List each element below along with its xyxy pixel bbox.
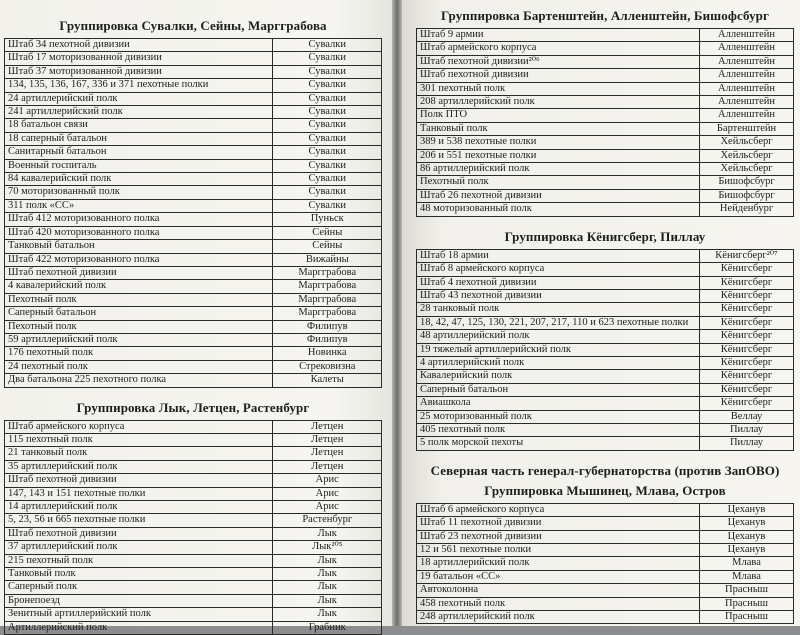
table-row	[5, 554, 382, 567]
table-row	[5, 186, 382, 199]
table-row	[5, 527, 382, 540]
location-cell: Бишофсбург	[700, 189, 794, 202]
location-cell: Маргграбова	[273, 307, 382, 320]
location-cell: Кёнигсберг	[700, 316, 794, 329]
unit-cell: Штаб 6 армейского корпуса	[417, 503, 700, 516]
units-table	[416, 249, 794, 451]
table-row	[417, 109, 794, 122]
table-row	[5, 146, 382, 159]
unit-cell: Штаб 37 моторизованной дивизии	[5, 65, 273, 78]
unit-cell: 311 полк «СС»	[5, 199, 273, 212]
location-cell: Стрековизна	[273, 360, 382, 373]
table-row	[5, 333, 382, 346]
location-cell: Кёнигсберг	[700, 397, 794, 410]
table-row	[5, 487, 382, 500]
unit-cell: 48 моторизованный полк	[417, 203, 700, 216]
unit-cell: Кавалерийский полк	[417, 370, 700, 383]
unit-cell: 215 пехотный полк	[5, 554, 273, 567]
unit-cell: 301 пехотный полк	[417, 82, 700, 95]
unit-cell: 59 артиллерийский полк	[5, 333, 273, 346]
unit-cell: Штаб 26 пехотной дивизии	[417, 189, 700, 202]
table-row	[417, 96, 794, 109]
table-row	[5, 514, 382, 527]
table-row	[5, 347, 382, 360]
unit-cell: Штаб 420 моторизованного полка	[5, 226, 273, 239]
unit-cell: 48 артиллерийский полк	[417, 330, 700, 343]
unit-cell: 19 тяжелый артиллерийский полк	[417, 343, 700, 356]
location-cell: Маргграбова	[273, 266, 382, 279]
location-cell: Млава	[700, 557, 794, 570]
units-table	[416, 28, 794, 217]
unit-cell: 84 кавалерийский полк	[5, 173, 273, 186]
location-cell: Лык	[273, 581, 382, 594]
unit-cell: Пехотный полк	[5, 320, 273, 333]
location-cell: Лык	[273, 568, 382, 581]
location-cell: Нейденбург	[700, 203, 794, 216]
table-row	[5, 39, 382, 52]
table-row	[5, 65, 382, 78]
table-row	[5, 199, 382, 212]
unit-cell: Штаб пехотной дивизии²⁰⁶	[417, 55, 700, 68]
table-row	[417, 517, 794, 530]
table-row	[417, 249, 794, 262]
unit-cell: Штаб пехотной дивизии	[417, 69, 700, 82]
unit-cell: Санитарный батальон	[5, 146, 273, 159]
location-cell: Цеханув	[700, 544, 794, 557]
units-table	[4, 420, 382, 635]
unit-cell: 5, 23, 56 и 665 пехотные полки	[5, 514, 273, 527]
unit-cell: 5 полк морской пехоты	[417, 437, 700, 450]
location-cell: Кёнигсберг	[700, 303, 794, 316]
table-row	[5, 106, 382, 119]
table-row	[417, 397, 794, 410]
table-row	[417, 203, 794, 216]
unit-cell: 147, 143 и 151 пехотные полки	[5, 487, 273, 500]
unit-cell: 4 артиллерийский полк	[417, 356, 700, 369]
location-cell: Сувалки	[273, 92, 382, 105]
book-gutter	[392, 0, 402, 626]
table-row	[417, 55, 794, 68]
unit-cell: Штаб 9 армии	[417, 29, 700, 42]
table-row	[5, 501, 382, 514]
location-cell: Сувалки	[273, 146, 382, 159]
location-cell: Сувалки	[273, 132, 382, 145]
table-row	[417, 570, 794, 583]
unit-cell: Штаб 43 пехотной дивизии	[417, 289, 700, 302]
unit-cell: 18 саперный батальон	[5, 132, 273, 145]
location-cell: Кёнигсберг	[700, 383, 794, 396]
table-row	[5, 159, 382, 172]
section-title: Группировка Кёнигсберг, Пиллау	[504, 228, 706, 244]
location-cell: Сувалки	[273, 79, 382, 92]
table-row	[5, 132, 382, 145]
table-row	[417, 611, 794, 624]
table-row	[5, 293, 382, 306]
unit-cell: 37 артиллерийский полк	[5, 541, 273, 554]
location-cell: Сейны	[273, 226, 382, 239]
unit-cell: 24 артиллерийский полк	[5, 92, 273, 105]
location-cell: Филипув	[273, 320, 382, 333]
unit-cell: 208 артиллерийский полк	[417, 96, 700, 109]
unit-cell: Военный госпиталь	[5, 159, 273, 172]
table-row	[417, 503, 794, 516]
location-cell: Сувалки	[273, 199, 382, 212]
location-cell: Лык	[273, 594, 382, 607]
table-row	[5, 433, 382, 446]
unit-cell: Артиллерийский полк	[5, 621, 273, 634]
table-row	[417, 343, 794, 356]
unit-cell: 389 и 538 пехотные полки	[417, 136, 700, 149]
location-cell: Цеханув	[700, 503, 794, 516]
unit-cell: 25 моторизованный полк	[417, 410, 700, 423]
location-cell: Кёнигсберг	[700, 289, 794, 302]
table-row	[5, 226, 382, 239]
location-cell: Кёнигсберг	[700, 343, 794, 356]
table-row	[5, 594, 382, 607]
left-page	[0, 0, 392, 633]
location-cell: Алленштейн	[700, 29, 794, 42]
table-row	[5, 568, 382, 581]
location-cell: Лык²⁰⁵	[273, 541, 382, 554]
location-cell: Прасныш	[700, 611, 794, 624]
unit-cell: Саперный батальон	[5, 307, 273, 320]
table-row	[417, 263, 794, 276]
table-row	[5, 374, 382, 387]
table-row	[417, 316, 794, 329]
section-title: Группировка Лык, Летцен, Растенбург	[76, 399, 310, 415]
table-row	[5, 621, 382, 634]
location-cell: Алленштейн	[700, 55, 794, 68]
unit-cell: Автоколонна	[417, 584, 700, 597]
table-row	[417, 189, 794, 202]
unit-cell: Пехотный полк	[5, 293, 273, 306]
unit-cell: 206 и 551 пехотные полки	[417, 149, 700, 162]
table-row	[5, 240, 382, 253]
location-cell: Сувалки	[273, 186, 382, 199]
unit-cell: Штаб армейского корпуса	[417, 42, 700, 55]
location-cell: Прасныш	[700, 584, 794, 597]
location-cell: Кёнигсберг	[700, 370, 794, 383]
location-cell: Цеханув	[700, 517, 794, 530]
table-row	[5, 420, 382, 433]
section-title: Группировка Сувалки, Сейны, Маргграбова	[59, 18, 327, 33]
unit-cell: Штаб 422 моторизованного полка	[5, 253, 273, 266]
location-cell: Алленштейн	[700, 69, 794, 82]
table-row	[417, 176, 794, 189]
right-page	[402, 0, 800, 626]
unit-cell: 28 танковый полк	[417, 303, 700, 316]
table-row	[417, 584, 794, 597]
unit-cell: 4 кавалерийский полк	[5, 280, 273, 293]
unit-cell: 458 пехотный полк	[417, 597, 700, 610]
table-row	[5, 447, 382, 460]
location-cell: Сувалки	[273, 65, 382, 78]
location-cell: Кёнигсберг	[700, 276, 794, 289]
table-row	[417, 163, 794, 176]
table-row	[417, 530, 794, 543]
table-row	[5, 79, 382, 92]
unit-cell: 134, 135, 136, 167, 336 и 371 пехотные полки	[5, 79, 273, 92]
unit-cell: Саперный полк	[5, 581, 273, 594]
table-row	[417, 597, 794, 610]
location-cell: Пиллау	[700, 423, 794, 436]
table-row	[5, 280, 382, 293]
unit-cell: Танковый полк	[417, 122, 700, 135]
location-cell: Лык	[273, 554, 382, 567]
table-row	[5, 92, 382, 105]
table-row	[417, 149, 794, 162]
location-cell: Вижайны	[273, 253, 382, 266]
location-cell: Арис	[273, 501, 382, 514]
table-row	[417, 136, 794, 149]
unit-cell: 35 артиллерийский полк	[5, 460, 273, 473]
unit-cell: Штаб пехотной дивизии	[5, 527, 273, 540]
table-row	[5, 474, 382, 487]
unit-cell: 241 артиллерийский полк	[5, 106, 273, 119]
location-cell: Лык	[273, 527, 382, 540]
unit-cell: Штаб армейского корпуса	[5, 420, 273, 433]
location-cell: Летцен	[273, 433, 382, 446]
location-cell: Алленштейн	[700, 109, 794, 122]
location-cell: Маргграбова	[273, 280, 382, 293]
location-cell: Летцен	[273, 460, 382, 473]
unit-cell: Штаб пехотной дивизии	[5, 266, 273, 279]
table-row	[417, 276, 794, 289]
section-subtitle: Группировка Мышинец, Млава, Остров	[484, 482, 726, 498]
unit-cell: Штаб пехотной дивизии	[5, 474, 273, 487]
location-cell: Веллау	[700, 410, 794, 423]
location-cell: Маргграбова	[273, 293, 382, 306]
units-table	[416, 503, 794, 625]
table-row	[417, 370, 794, 383]
location-cell: Сувалки	[273, 159, 382, 172]
unit-cell: 86 артиллерийский полк	[417, 163, 700, 176]
unit-cell: Штаб 23 пехотной дивизии	[417, 530, 700, 543]
location-cell: Прасныш	[700, 597, 794, 610]
location-cell: Хейльсберг	[700, 149, 794, 162]
unit-cell: Штаб 17 моторизованной дивизии	[5, 52, 273, 65]
table-row	[417, 557, 794, 570]
table-row	[417, 410, 794, 423]
location-cell: Бартенштейн	[700, 122, 794, 135]
table-row	[417, 544, 794, 557]
unit-cell: 115 пехотный полк	[5, 433, 273, 446]
table-row	[417, 42, 794, 55]
unit-cell: 19 батальон «СС»	[417, 570, 700, 583]
location-cell: Млава	[700, 570, 794, 583]
location-cell: Арис	[273, 474, 382, 487]
unit-cell: Штаб 34 пехотной дивизии	[5, 39, 273, 52]
table-row	[5, 213, 382, 226]
unit-cell: Зенитный артиллерийский полк	[5, 608, 273, 621]
table-row	[417, 303, 794, 316]
table-row	[5, 173, 382, 186]
section-title: Северная часть генерал-губернаторства (против ЗапОВО)	[430, 462, 780, 478]
table-row	[5, 320, 382, 333]
location-cell: Хейльсберг	[700, 136, 794, 149]
unit-cell: 12 и 561 пехотные полки	[417, 544, 700, 557]
unit-cell: Пехотный полк	[417, 176, 700, 189]
table-row	[417, 330, 794, 343]
unit-cell: 18 батальон связи	[5, 119, 273, 132]
location-cell: Арис	[273, 487, 382, 500]
location-cell: Бишофсбург	[700, 176, 794, 189]
units-table	[4, 38, 382, 388]
location-cell: Новинка	[273, 347, 382, 360]
unit-cell: Танковый полк	[5, 568, 273, 581]
table-row	[5, 360, 382, 373]
unit-cell: Танковый батальон	[5, 240, 273, 253]
location-cell: Растенбург	[273, 514, 382, 527]
unit-cell: Штаб 8 армейского корпуса	[417, 263, 700, 276]
location-cell: Алленштейн	[700, 96, 794, 109]
table-row	[5, 253, 382, 266]
table-row	[5, 541, 382, 554]
location-cell: Хейльсберг	[700, 163, 794, 176]
location-cell: Кёнигсберг	[700, 263, 794, 276]
table-row	[417, 437, 794, 450]
location-cell: Алленштейн	[700, 82, 794, 95]
unit-cell: 176 пехотный полк	[5, 347, 273, 360]
unit-cell: Бронепоезд	[5, 594, 273, 607]
location-cell: Сейны	[273, 240, 382, 253]
table-row	[417, 383, 794, 396]
location-cell: Лык	[273, 608, 382, 621]
table-row	[5, 581, 382, 594]
table-row	[5, 52, 382, 65]
unit-cell: Саперный батальон	[417, 383, 700, 396]
table-row	[417, 69, 794, 82]
location-cell: Сувалки	[273, 119, 382, 132]
unit-cell: 18 артиллерийский полк	[417, 557, 700, 570]
unit-cell: 70 моторизованный полк	[5, 186, 273, 199]
table-row	[417, 122, 794, 135]
location-cell: Пуньск	[273, 213, 382, 226]
location-cell: Летцен	[273, 420, 382, 433]
unit-cell: 405 пехотный полк	[417, 423, 700, 436]
table-row	[417, 356, 794, 369]
table-row	[417, 289, 794, 302]
unit-cell: Штаб 11 пехотной дивизии	[417, 517, 700, 530]
unit-cell: Штаб 412 моторизованного полка	[5, 213, 273, 226]
location-cell: Пиллау	[700, 437, 794, 450]
unit-cell: Авиашкола	[417, 397, 700, 410]
unit-cell: 24 пехотный полк	[5, 360, 273, 373]
table-row	[5, 608, 382, 621]
location-cell: Кёнигсберг	[700, 356, 794, 369]
location-cell: Сувалки	[273, 39, 382, 52]
table-row	[417, 29, 794, 42]
location-cell: Летцен	[273, 447, 382, 460]
unit-cell: Два батальона 225 пехотного полка	[5, 374, 273, 387]
unit-cell: Штаб 4 пехотной дивизии	[417, 276, 700, 289]
location-cell: Филипув	[273, 333, 382, 346]
location-cell: Кёнигсберг²⁰⁷	[700, 249, 794, 262]
unit-cell: 21 танковый полк	[5, 447, 273, 460]
unit-cell: 14 артиллерийский полк	[5, 501, 273, 514]
location-cell: Сувалки	[273, 106, 382, 119]
location-cell: Сувалки	[273, 52, 382, 65]
table-row	[417, 423, 794, 436]
unit-cell: 248 артиллерийский полк	[417, 611, 700, 624]
location-cell: Цеханув	[700, 530, 794, 543]
unit-cell: 18, 42, 47, 125, 130, 221, 207, 217, 110 и 623 пехотные полки	[417, 316, 700, 329]
table-row	[5, 119, 382, 132]
unit-cell: Полк ПТО	[417, 109, 700, 122]
location-cell: Алленштейн	[700, 42, 794, 55]
location-cell: Сувалки	[273, 173, 382, 186]
table-row	[5, 460, 382, 473]
location-cell: Грабник	[273, 621, 382, 634]
section-title: Группировка Бартенштейн, Алленштейн, Бишофсбург	[440, 8, 770, 23]
table-row	[5, 266, 382, 279]
table-row	[417, 82, 794, 95]
unit-cell: Штаб 18 армии	[417, 249, 700, 262]
table-row	[5, 307, 382, 320]
location-cell: Кёнигсберг	[700, 330, 794, 343]
location-cell: Калеты	[273, 374, 382, 387]
